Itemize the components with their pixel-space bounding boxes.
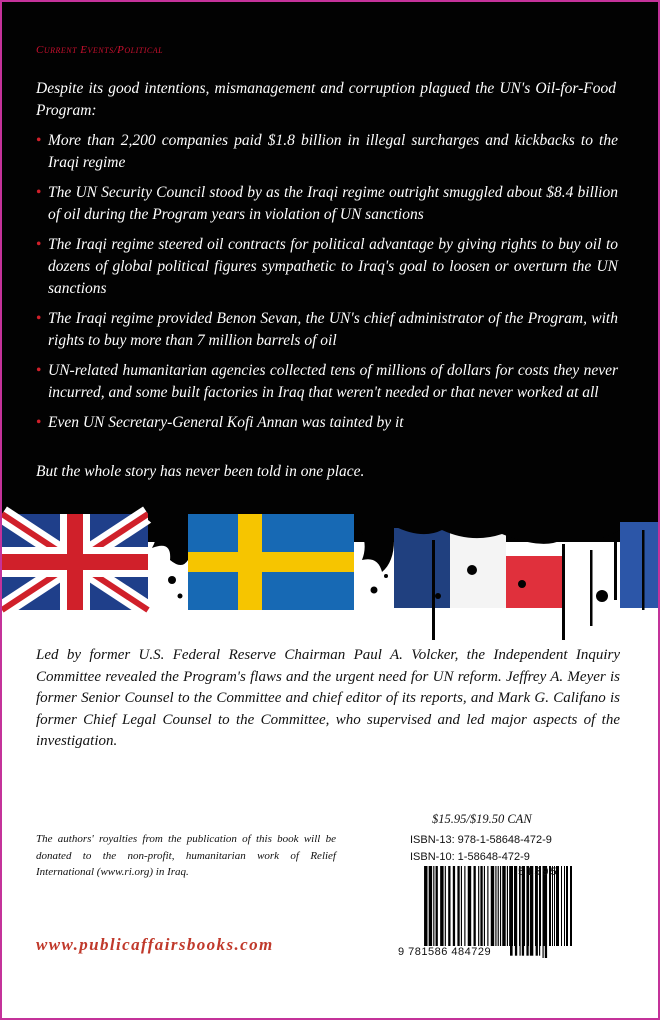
barcode-bar	[543, 866, 545, 946]
barcode-digits: 9 781586 484729	[398, 946, 510, 958]
barcode-bar	[461, 866, 462, 956]
barcode-bar	[478, 866, 479, 956]
barcode-bar	[464, 866, 465, 956]
about-text: Led by former U.S. Federal Reserve Chairman Paul A. Volcker, the Independent Inquiry Committee revealed the Program's flaws and the urgent need for UN reform. Jeffrey A. Meyer is former Senior Counsel to the Committee and chief editor of its reports, and Mark G. Califano is former Chief Legal Counsel to the Committee, who supervised and led major aspects of the investigation.	[36, 647, 620, 749]
barcode-bar	[495, 866, 496, 956]
barcode-bar	[457, 866, 459, 956]
bullet-list	[36, 130, 618, 442]
closing-text: But the whole story has never been told in one place.	[36, 463, 365, 480]
barcode-bar	[549, 866, 551, 946]
barcode-bar	[429, 866, 432, 958]
barcode-bar	[556, 866, 559, 946]
barcode-bar	[448, 866, 450, 956]
bullet-item: • The Iraqi regime provided Benon Sevan, the UN's chief administrator of the Program, with rights to buy more than 7 million barrels of oil	[36, 308, 618, 352]
bullet-item: • More than 2,200 companies paid $1.8 billion in illegal surcharges and kickbacks to the Iraqi regime	[36, 130, 618, 174]
sweden-flag	[188, 514, 354, 610]
barcode-bar	[498, 866, 499, 956]
barcode-bar	[514, 866, 517, 946]
barcode-bar	[502, 866, 505, 956]
barcode-bar	[433, 866, 434, 958]
publisher-website[interactable]: www.publicaffairsbooks.com	[36, 935, 274, 954]
barcode-bar	[445, 866, 446, 956]
barcode-bar	[527, 866, 529, 946]
barcode-bar	[552, 866, 553, 946]
barcode-bar	[487, 866, 488, 956]
flags-artwork	[2, 500, 658, 640]
price-label: $15.95/$19.50 CAN	[432, 812, 532, 826]
barcode-bar	[480, 866, 482, 956]
bullet-item: • Even UN Secretary-General Kofi Annan was tainted by it	[36, 412, 618, 434]
barcode-bar	[539, 866, 541, 946]
barcode-bar	[453, 866, 455, 956]
barcode-bar	[474, 866, 476, 956]
royalties-note: The authors' royalties from the publication of this book will be donated to the non-profit, humanitarian work of Relief International (www.ri.org) in Iraq.	[36, 833, 336, 878]
category-label: Current Events/Political	[36, 44, 164, 56]
isbn-13-label: ISBN-13: 978-1-58648-472-9	[410, 834, 552, 846]
barcode-bar	[546, 866, 547, 946]
barcode-bar	[510, 866, 511, 946]
barcode-bar	[440, 866, 443, 956]
barcode-bar	[484, 866, 485, 956]
supplement-digits: 51595	[518, 866, 559, 878]
barcode-bar	[535, 866, 537, 946]
barcode-bar	[468, 866, 471, 956]
bullet-item: • The Iraqi regime steered oil contracts for political advantage by giving rights to buy oil to dozens of global political figures sympathetic to Iraq's goal to loosen or overturn the UN sanctions	[36, 234, 618, 300]
barcode-bar	[491, 866, 494, 956]
intro-text: Despite its good intentions, mismanagement and corruption plagued the UN's Oil-for-Food Program:	[36, 80, 616, 119]
barcode-bar	[531, 866, 533, 946]
barcode-bar	[512, 866, 513, 946]
barcode-bar	[570, 866, 572, 946]
barcode-bar	[519, 866, 520, 946]
bullet-item: • UN-related humanitarian agencies collected tens of millions of dollars for costs they never incurred, and some built factories in Iraq that weren't needed or that never worked at all	[36, 360, 618, 404]
barcode-bar	[564, 866, 565, 946]
bullet-item: • The UN Security Council stood by as the Iraqi regime outright smuggled about $8.4 billion of oil during the Program years in violation of UN sanctions	[36, 182, 618, 226]
barcode-bar	[424, 866, 427, 958]
barcode-bar	[500, 866, 501, 956]
barcode-bar	[436, 866, 438, 956]
union-jack-flag	[2, 514, 148, 610]
barcode-bar	[554, 866, 555, 946]
barcode-bar	[522, 866, 525, 946]
price-supplement-barcode	[508, 866, 574, 946]
barcode-bar	[561, 866, 562, 946]
isbn-10-label: ISBN-10: 1-58648-472-9	[410, 851, 530, 863]
barcode-bar	[566, 866, 568, 946]
